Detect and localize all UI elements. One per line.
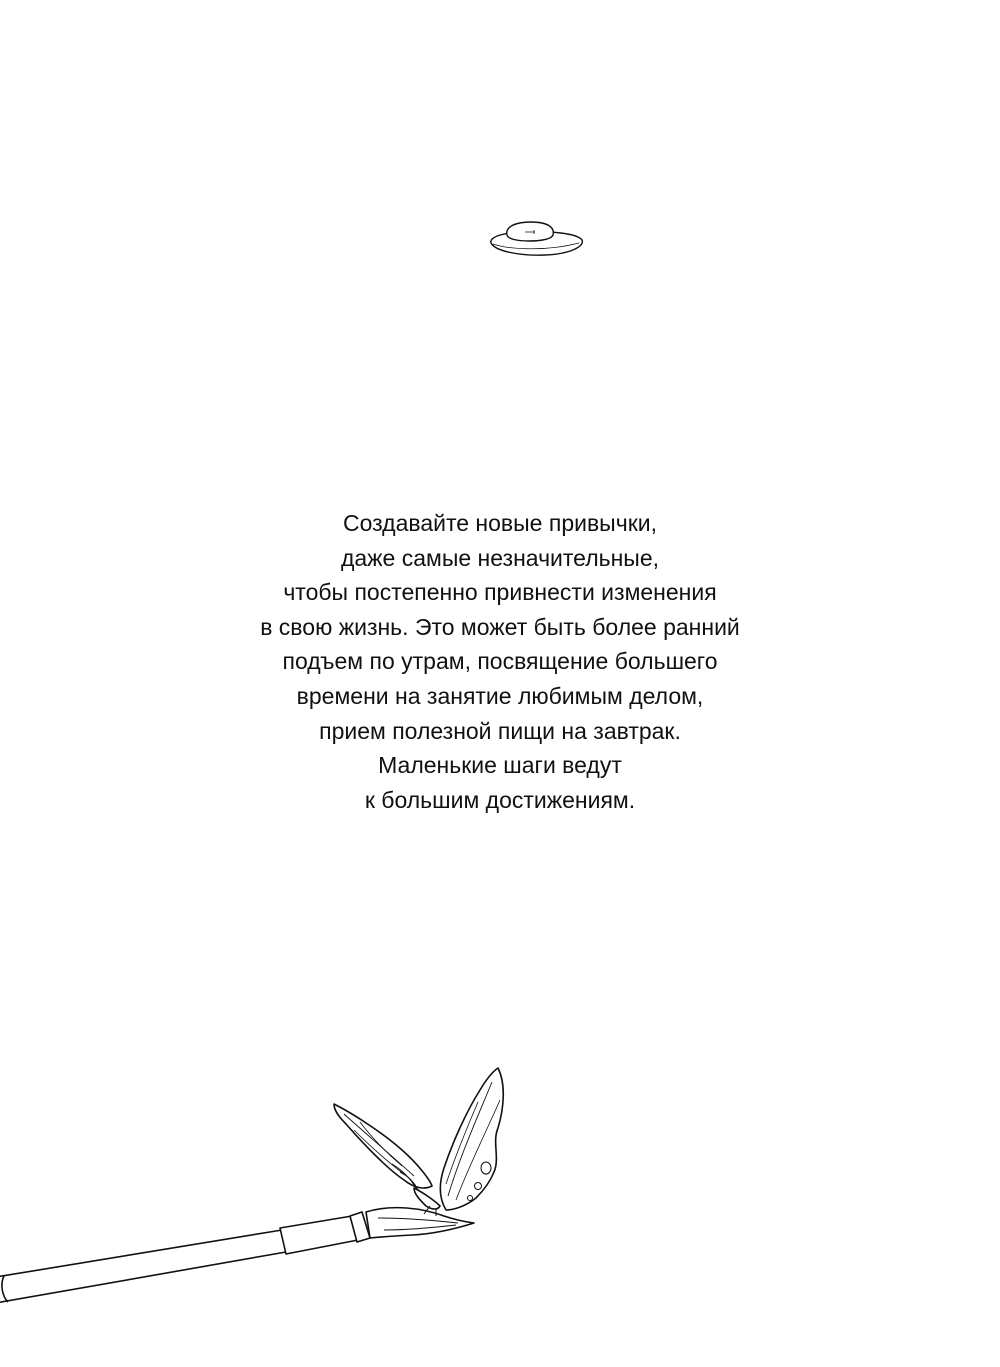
main-text [150, 506, 850, 817]
text-line: прием полезной пищи на завтрак. [319, 717, 681, 744]
text-line: чтобы постепенно привнести изменения [283, 579, 717, 606]
text-line: к большим достижениям. [364, 786, 636, 813]
stone-icon [485, 210, 587, 266]
brush-with-butterfly-icon [0, 1060, 520, 1320]
text-line: времени на занятие любимым делом, [296, 682, 704, 709]
text-line: Создавайте новые привычки, [342, 510, 657, 536]
text-line: Маленькие шаги ведут [378, 752, 622, 779]
text-line: даже самые незначительные, [340, 544, 660, 571]
text-line: подъем по утрам, посвящение большего [282, 648, 718, 675]
text-line: в свою жизнь. Это может быть более ранний [260, 613, 740, 640]
